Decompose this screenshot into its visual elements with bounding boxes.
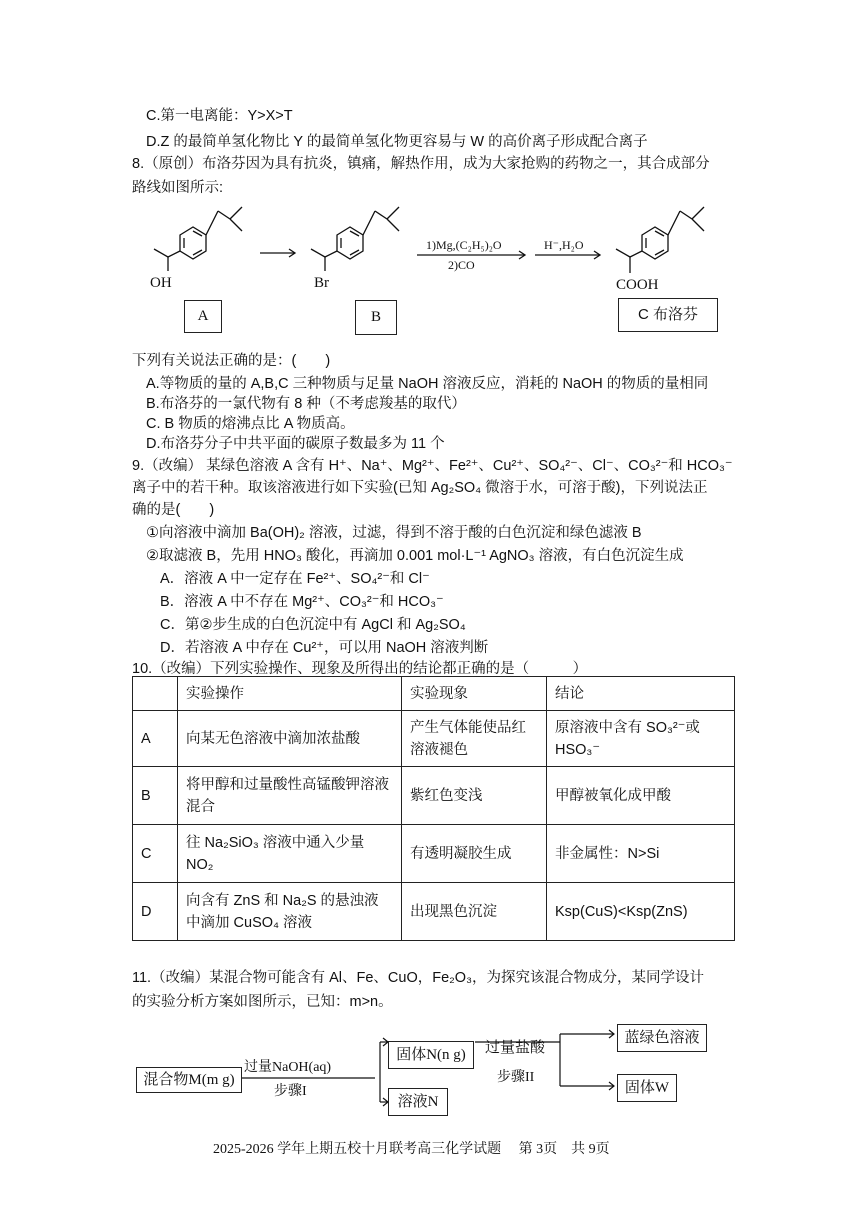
compound-a-structure [154,207,242,271]
table-row [133,711,735,767]
flow-solid-n: 固体N(n g) [388,1041,474,1069]
q8-option-c: C. B 物质的熔沸点比 A 物质高。 [146,416,355,432]
flow-reagent-hcl: 过量盐酸 [485,1040,546,1056]
row-label: A [133,711,178,767]
q8-option-b: B.布洛芬的一氯代物有 8 种（不考虑羧基的取代） [146,396,466,412]
row-label: D [133,883,178,941]
row-operation: 向某无色溶液中滴加浓盐酸 [178,711,402,767]
flow-step-2: 步骤II [497,1070,535,1085]
row-operation: 往 Na₂SiO₃ 溶液中通入少量 NO₂ [178,825,402,883]
q8-question: 下列有关说法正确的是：( ) [132,353,331,369]
q11-stem-line2: 的实验分析方案如图所示，已知：m>n。 [132,994,393,1010]
row-conclusion: 非金属性：N>Si [547,825,735,883]
compound-a-label-box [184,300,222,333]
row-label: B [133,767,178,825]
q9-option-d: D．若溶液 A 中存在 Cu²⁺，可以用 NaOH 溶液判断 [160,640,489,656]
row-operation: 向含有 ZnS 和 Na₂S 的悬浊液中滴加 CuSO₄ 溶液 [178,883,402,941]
table-row [133,883,735,941]
page-footer: 2025-2026 学年上期五校十月联考高三化学试题 第 3页 共 9页 [213,1142,610,1157]
table-header-row [133,677,735,711]
reagent-1-top: 1)Mg,(C₂H₅)₂O [426,238,502,252]
compound-c-label: C 布洛芬 [637,306,698,323]
q7-option-c: C.第一电离能：Y>X>T [146,108,293,124]
compound-c-cooh: COOH [616,277,659,293]
table-row [133,825,735,883]
flow-reagent-naoh: 过量NaOH(aq) [244,1060,332,1075]
flow-solution-n: 溶液N [388,1088,448,1116]
compound-b-structure [311,207,399,271]
compound-a-oh: OH [150,275,172,291]
compound-a-label: A [197,308,209,324]
q10-stem: 10.（改编）下列实验操作、现象及所得出的结论都正确的是（ ） [132,661,588,677]
q8-option-a: A.等物质的量的 A,B,C 三种物质与足量 NaOH 溶液反应，消耗的 NaOH 的物质的量相同 [146,376,709,392]
row-conclusion: 甲醇被氧化成甲酸 [547,767,735,825]
q9-stem-line2: 离子中的若干种。取该溶液进行如下实验(已知 Ag₂SO₄ 微溶于水，可溶于酸)，下列说法正 [132,480,708,496]
reagent-1-bottom: 2)CO [448,258,475,272]
table-row [133,767,735,825]
row-phenomenon: 出现黑色沉淀 [402,883,547,941]
compound-b-label: B [370,309,381,325]
header-cell-blank [133,677,178,711]
row-phenomenon: 产生气体能使品红溶液褪色 [402,711,547,767]
flow-mixture-m: 混合物M(m g) [136,1067,242,1093]
q8-stem-line1: 8.（原创）布洛芬因为具有抗炎，镇痛，解热作用，成为大家抢购的药物之一，其合成部分 [132,156,710,172]
header-cell-conclusion: 结论 [547,677,735,711]
q9-option-c: C．第②步生成的白色沉淀中有 AgCl 和 Ag₂SO₄ [160,617,466,633]
q8-stem-line2: 路线如图所示: [132,180,224,196]
compound-b-br: Br [314,275,329,291]
q11-stem-line1: 11.（改编）某混合物可能含有 Al、Fe、CuO，Fe₂O₃，为探究该混合物成分，某同学设计 [132,970,704,986]
q9-option-b: B．溶液 A 中不存在 Mg²⁺、CO₃²⁻和 HCO₃⁻ [160,594,444,610]
q10-experiment-table [132,676,735,941]
q9-step-2: ②取滤液 B，先用 HNO₃ 酸化，再滴加 0.001 mol·L⁻¹ AgNO₃ 溶液，有白色沉淀生成 [146,548,684,564]
compound-b-label-box [355,300,397,335]
row-operation: 将甲醇和过量酸性高锰酸钾溶液混合 [178,767,402,825]
row-conclusion: Ksp(CuS)<Ksp(ZnS) [547,883,735,941]
q9-stem-line1: 9.（改编） 某绿色溶液 A 含有 H⁺、Na⁺、Mg²⁺、Fe²⁺、Cu²⁺、SO₄²⁻、Cl⁻、CO₃²⁻和 HCO₃⁻ [132,458,733,474]
compound-c-ibuprofen-structure [616,207,704,273]
q9-step-1: ①向溶液中滴加 Ba(OH)₂ 溶液，过滤，得到不溶于酸的白色沉淀和绿色滤液 B [146,525,642,541]
row-phenomenon: 紫红色变浅 [402,767,547,825]
flow-solid-w: 固体W [617,1074,677,1102]
row-label: C [133,825,178,883]
row-phenomenon: 有透明凝胶生成 [402,825,547,883]
compound-c-label-box [618,298,718,332]
header-cell-operation: 实验操作 [178,677,402,711]
q8-option-d: D.布洛芬分子中共平面的碳原子数最多为 11 个 [146,436,445,452]
q9-option-a: A．溶液 A 中一定存在 Fe²⁺、SO₄²⁻和 Cl⁻ [160,571,430,587]
reagent-2-top: H⁻,H₂O [544,238,584,252]
q9-stem-line3: 确的是( ) [132,502,215,518]
header-cell-phenomenon: 实验现象 [402,677,547,711]
flow-step-1: 步骤I [274,1084,307,1099]
q7-option-d: D.Z 的最简单氢化物比 Y 的最简单氢化物更容易与 W 的高价离子形成配合离子 [146,134,648,150]
row-conclusion: 原溶液中含有 SO₃²⁻或 HSO₃⁻ [547,711,735,767]
flow-blue-green-solution: 蓝绿色溶液 [617,1024,707,1052]
